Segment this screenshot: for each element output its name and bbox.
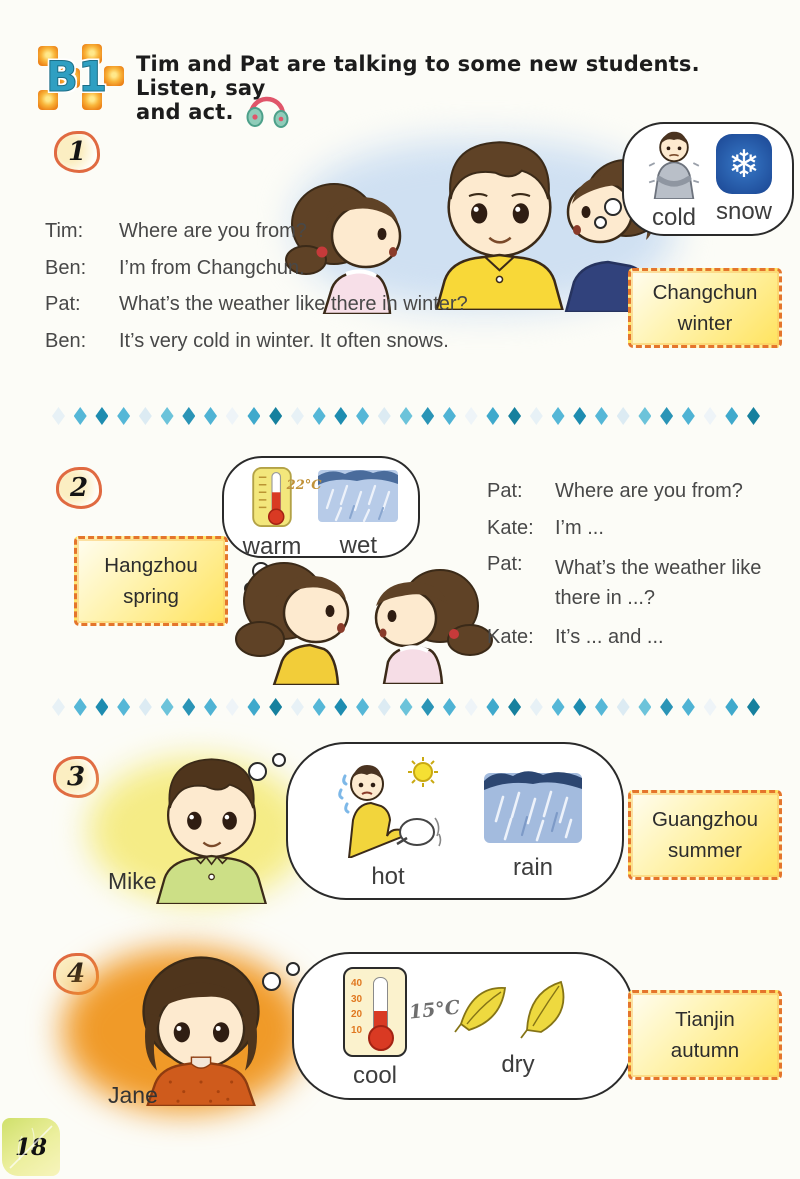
speaker: Kate: (487, 626, 534, 649)
thought-trail-bubble (272, 753, 286, 767)
snow-item (716, 134, 772, 226)
page-number: 18 (14, 1133, 47, 1161)
rain-label: rain (512, 853, 554, 881)
dialogue-text: Where are you from? (119, 220, 307, 242)
cool-label: cool (352, 1061, 398, 1089)
speaker: Pat: (487, 553, 523, 576)
rain-item (483, 765, 583, 882)
scale-tick: 20 (351, 1009, 363, 1021)
badge-label: B1 (46, 52, 108, 101)
place-season-card-1 (628, 268, 782, 348)
snow-label: snow (715, 198, 773, 225)
card-place: Hangzhou (104, 553, 198, 577)
dialogue-1 (45, 220, 525, 353)
girl-figure-ponytail (356, 552, 496, 689)
thermometer-bulb (368, 1025, 394, 1051)
thermometer-scale (345, 969, 369, 1055)
dialogue-text: I’m ... (555, 516, 604, 539)
dialogue-2 (487, 480, 787, 650)
place-season-card-4 (628, 990, 782, 1080)
weather-thought-bubble-3 (286, 742, 624, 900)
speaker: Tim: (45, 220, 84, 242)
place-season-card-2 (74, 536, 228, 626)
wet-label: wet (339, 532, 377, 559)
cool-item (343, 967, 462, 1090)
scale-tick: 10 (351, 1025, 363, 1037)
dialogue-text: What’s the weather like there in ...? (555, 557, 762, 610)
thermometer-reading-cool: 15°C (407, 995, 462, 1024)
character-name-jane: Jane (108, 1082, 158, 1108)
thought-trail-bubble (248, 762, 267, 781)
thought-trail-bubble (604, 198, 622, 216)
weather-thought-bubble-2 (222, 456, 420, 558)
lesson-badge (38, 44, 126, 118)
thought-trail-bubble (262, 972, 281, 991)
weather-thought-bubble-1 (622, 122, 794, 236)
hot-icon (327, 756, 449, 863)
section-divider (52, 697, 760, 717)
section-number-text: 2 (69, 473, 89, 503)
cold-item (644, 129, 704, 232)
speaker: Kate: (487, 516, 534, 539)
section-divider (52, 406, 760, 426)
rain-icon (483, 765, 583, 850)
instruction-line1: Tim and Pat are talking to some new students. Listen, say (136, 52, 700, 100)
cold-label: cold (651, 203, 696, 231)
thought-trail-bubble (594, 216, 607, 229)
hot-label: hot (371, 862, 405, 890)
section-2-number (56, 467, 102, 509)
instruction-line2: and act. (136, 99, 234, 124)
hot-item (327, 756, 449, 891)
card-season: summer (667, 838, 743, 862)
cool-icon (343, 967, 407, 1057)
page-number-leaf (2, 1118, 60, 1176)
character-name-mike: Mike (108, 868, 157, 894)
snowflake-glyph: ❄ (728, 142, 760, 186)
dialogue-text: Where are you from? (555, 480, 743, 502)
weather-thought-bubble-4 (292, 952, 634, 1100)
instruction-line2-row (136, 88, 290, 135)
headphones-icon (244, 88, 290, 135)
card-season: winter (677, 311, 733, 335)
warm-icon (251, 466, 293, 533)
speaker: Ben: (45, 329, 87, 352)
card-place: Guangzhou (651, 807, 758, 831)
card-season: autumn (670, 1038, 740, 1062)
wet-icon (317, 466, 399, 529)
dry-label: dry (501, 1050, 535, 1078)
dialogue-text: It’s very cold in winter. It often snows. (119, 329, 449, 352)
speaker: Pat: (45, 293, 81, 316)
dialogue-text: I’m from Changchun. (119, 256, 305, 279)
section-number-text: 4 (66, 959, 86, 989)
card-place: Changchun (652, 280, 758, 304)
speaker: Pat: (487, 480, 523, 502)
place-season-card-3 (628, 790, 782, 880)
section-number-text: 3 (66, 762, 86, 792)
dialogue-text: It’s ... and ... (555, 626, 664, 649)
dialogue-text: What’s the weather like there in winter? (119, 293, 468, 316)
section-1-number (54, 131, 100, 173)
snow-icon (716, 134, 772, 194)
speaker: Ben: (45, 256, 87, 279)
cold-icon (644, 129, 704, 204)
dry-item (453, 978, 583, 1079)
section-3-number (53, 756, 99, 798)
section-number-text: 1 (67, 137, 87, 167)
warm-label: warm (242, 533, 302, 560)
card-season: spring (123, 584, 179, 608)
scale-tick: 40 (351, 977, 363, 989)
dry-icon (453, 978, 583, 1045)
card-place: Tianjin (675, 1007, 735, 1031)
thought-trail-bubble (286, 962, 300, 976)
scale-tick: 30 (351, 993, 363, 1005)
thermometer-reading-warm: 22°C (286, 478, 322, 493)
